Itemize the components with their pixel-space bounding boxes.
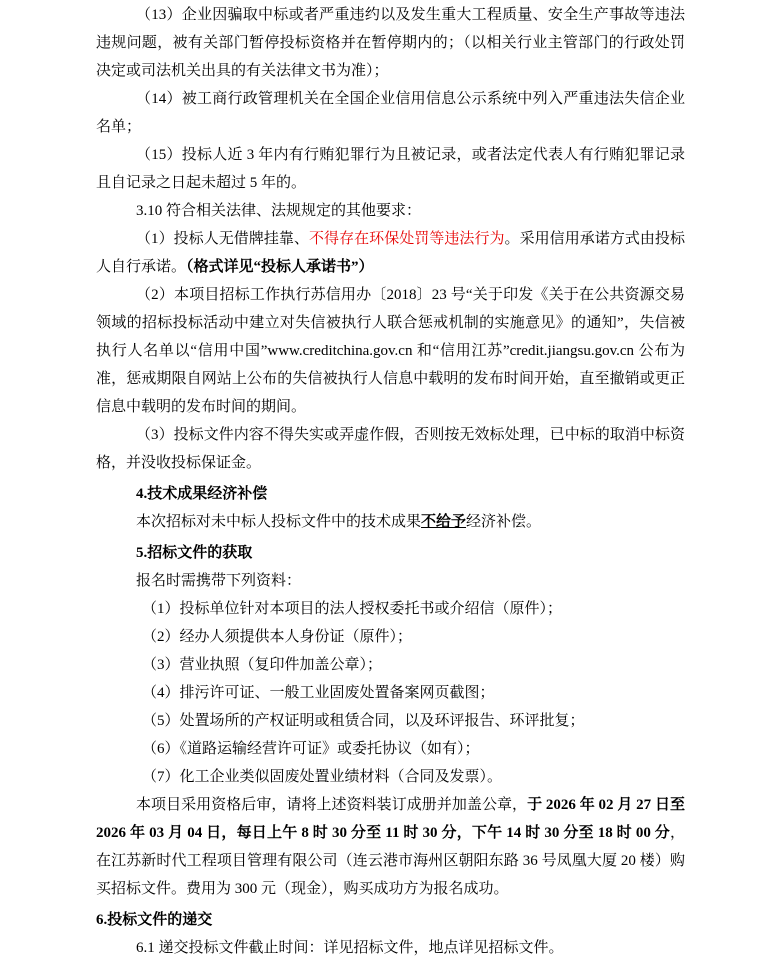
list-item-2: （2）经办人须提供本人身份证（原件）； <box>142 629 413 645</box>
section-5-heading: 5.招标文件的获取 <box>136 545 253 561</box>
list-item-6: （6）《道路运输经营许可证》或委托协议（如有）； <box>142 741 480 757</box>
list-item-3: （3）营业执照（复印件加盖公章）； <box>142 657 383 673</box>
section-6-heading: 6.投标文件的递交 <box>96 912 213 928</box>
list-item-5: （5）处置场所的产权证明或租赁合同，以及环评报告、环评批复； <box>142 713 585 729</box>
section-4-body <box>96 508 685 536</box>
purchase-paragraph <box>96 791 685 903</box>
section-4-body-prefix: 本次招标对未中标人投标文件中的技术成果 <box>136 514 422 530</box>
paragraph-14: （14）被工商行政管理机关在全国企业信用信息公示系统中列入严重违法失信企业名单； <box>96 91 685 135</box>
section-4-emphasis: 不给予 <box>421 514 467 530</box>
clause-3-10-item-1-red-warning: 不得存在环保处罚等违法行为 <box>309 231 505 247</box>
clause-3-10-item-1-middle: 。采用信用承诺方式由投标人自行承诺。 <box>96 231 685 275</box>
clause-3-10-item-3: （3）投标文件内容不得失实或弄虚作假，否则按无效标处理，已中标的取消中标资格，并没收投标保证金。 <box>96 427 685 471</box>
paragraph-13: （13）企业因骗取中标或者严重违约以及发生重大工程质量、安全生产事故等违法违规问题，被有关部门暂停投标资格并在暂停期内的；（以相关行业主管部门的行政处罚决定或司法机关出具的有关法律文书为准）； <box>96 7 685 79</box>
purchase-dates: 于 2026 年 02 月 27 日至 2026 年 03 月 04 日，每日上午 8 时 30 分至 11 时 30 分，下午 14 时 30 分至 18 时 00 分 <box>96 797 685 841</box>
section-4-body-suffix: 经济补偿。 <box>466 514 542 530</box>
section-4-heading: 4.技术成果经济补偿 <box>136 486 268 502</box>
clause-3-10-item-1-prefix: （1）投标人无借牌挂靠、 <box>136 231 309 247</box>
purchase-prefix: 本项目采用资格后审，请将上述资料装订成册并加盖公章， <box>136 797 528 813</box>
clause-3-10-item-1 <box>96 225 685 281</box>
purchase-suffix: ，在江苏新时代工程项目管理有限公司（连云港市海州区朝阳东路 36 号凤凰大厦 20 楼）购买招标文件。费用为 300 元（现金），购买成功方为报名成功。 <box>96 825 685 897</box>
list-item-1: （1）投标单位针对本项目的法人授权委托书或介绍信（原件）； <box>142 601 563 617</box>
section-5-intro: 报名时需携带下列资料： <box>136 573 302 589</box>
clause-3-10-item-2: （2）本项目招标工作执行苏信用办〔2018〕23 号“关于印发《关于在公共资源交易领域的招标投标活动中建立对失信被执行人联合惩戒机制的实施意见》的通知”，失信被执行人名单以“信用中国”www.creditchina.gov.cn 和“信用江苏”credit.jiangsu.gov.cn 公布为准，惩戒期限自网站上公布的失信被执行人信息中载明的发布时间开始，直至撤销或更正信息中载明的发布时间的期间。 <box>96 287 685 415</box>
list-item-4: （4）排污许可证、一般工业固废处置备案网页截图； <box>142 685 495 701</box>
paragraph-15: （15）投标人近 3 年内有行贿犯罪行为且被记录，或者法定代表人有行贿犯罪记录且自记录之日起未超过 5 年的。 <box>96 147 685 191</box>
clause-6-1: 6.1 递交投标文件截止时间：详见招标文件，地点详见招标文件。 <box>136 940 564 956</box>
clause-3-10-item-1-format-note: （格式详见“投标人承诺书”） <box>186 259 374 275</box>
clause-3-10-title: 3.10 符合相关法律、法规规定的其他要求： <box>136 203 422 219</box>
list-item-7: （7）化工企业类似固废处置业绩材料（合同及发票）。 <box>142 769 503 785</box>
